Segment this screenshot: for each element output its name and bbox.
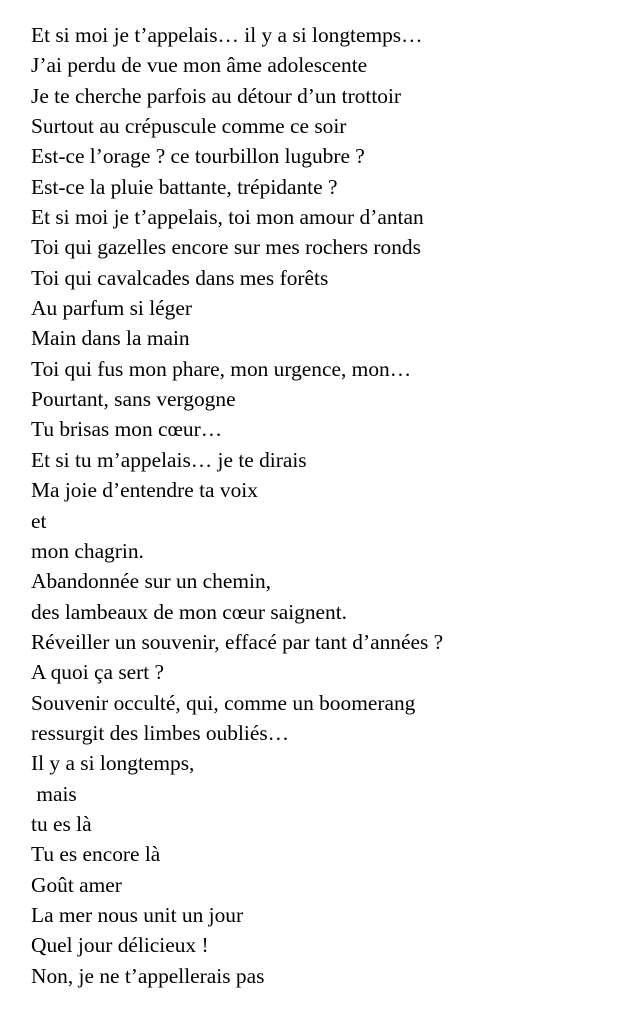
poem-line: Il y a si longtemps, <box>31 751 195 776</box>
poem-line: Je te cherche parfois au détour d’un trottoir <box>31 83 402 108</box>
poem-line: mon chagrin. <box>31 538 144 563</box>
poem-line: Est-ce la pluie battante, trépidante ? <box>31 174 338 199</box>
poem-line: Toi qui fus mon phare, mon urgence, mon… <box>31 356 412 381</box>
poem-line: Est-ce l’orage ? ce tourbillon lugubre ? <box>31 144 365 169</box>
poem-line: tu es là <box>31 811 92 836</box>
poem-line: Main dans la main <box>31 326 190 351</box>
poem-line: Surtout au crépuscule comme ce soir <box>31 114 347 139</box>
poem-line: Abandonnée sur un chemin, <box>31 569 271 594</box>
poem-line: Pourtant, sans vergogne <box>31 387 236 412</box>
poem-line: Et si moi je t’appelais… il y a si longtemps… <box>31 23 423 47</box>
poem-text <box>31 20 621 991</box>
poem-line: mais <box>31 781 77 806</box>
poem-line: J’ai perdu de vue mon âme adolescente <box>31 53 368 78</box>
poem-line: Au parfum si léger <box>31 296 192 321</box>
poem-line: des lambeaux de mon cœur saignent. <box>31 599 348 624</box>
poem-line: Toi qui cavalcades dans mes forêts <box>31 265 329 290</box>
poem-line: Tu es encore là <box>31 842 161 867</box>
poem-line: et <box>31 508 47 533</box>
poem-line: Souvenir occulté, qui, comme un boomerang <box>31 690 416 715</box>
poem-line: Et si moi je t’appelais, toi mon amour d’antan <box>31 205 424 230</box>
poem-line: Quel jour délicieux ! <box>31 933 209 958</box>
poem-line: ressurgit des limbes oubliés… <box>31 720 290 745</box>
poem-line: Réveiller un souvenir, effacé par tant d’années ? <box>31 629 444 654</box>
poem-line: Toi qui gazelles encore sur mes rochers ronds <box>31 235 421 260</box>
poem-line: La mer nous unit un jour <box>31 902 244 927</box>
poem-line: Goût amer <box>31 872 122 897</box>
poem-line: A quoi ça sert ? <box>31 660 165 685</box>
poem-line: Ma joie d’entendre ta voix <box>31 478 258 503</box>
poem-line: Non, je ne t’appellerais pas <box>31 963 265 988</box>
poem-line: Tu brisas mon cœur… <box>31 417 223 442</box>
poem-line: Et si tu m’appelais… je te dirais <box>31 447 307 472</box>
